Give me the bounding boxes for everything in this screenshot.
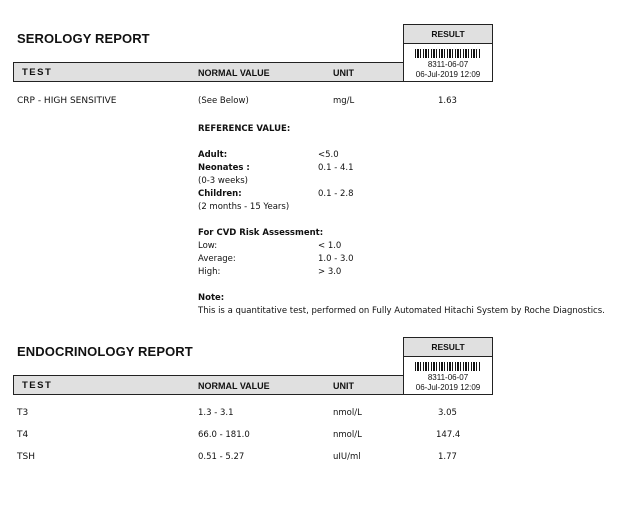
- sample-id: 8311-06-07: [427, 373, 469, 382]
- table-row-t4-result: 147.4: [436, 430, 461, 440]
- result-datetime: 06-Jul-2019 12:09: [415, 70, 481, 79]
- neonates-value: 0.1 - 4.1: [318, 163, 354, 173]
- table-row-t4-test: T4: [17, 430, 29, 440]
- table-row-tsh-normal: 0.51 - 5.27: [198, 452, 245, 462]
- table-row-tsh-result: 1.77: [438, 452, 457, 462]
- note-text: This is a quantitative test, performed on Fully Automated Hitachi System by Roche Diagnostics.: [198, 306, 605, 316]
- children-label: Children:: [198, 189, 242, 199]
- neonates-note: (0-3 weeks): [198, 176, 248, 186]
- table-row-t3-result: 3.05: [438, 408, 457, 418]
- serology-result-box: [403, 24, 493, 82]
- children-note: (2 months - 15 Years): [198, 202, 290, 212]
- cvd-low-label: Low:: [198, 241, 218, 251]
- header-test: TEST: [22, 67, 53, 78]
- header-unit: UNIT: [333, 381, 354, 391]
- table-row-t3-normal: 1.3 - 3.1: [198, 408, 234, 418]
- crp-unit: mg/L: [333, 96, 355, 106]
- header-normal-value: NORMAL VALUE: [198, 68, 270, 78]
- cvd-high-label: High:: [198, 267, 221, 277]
- barcode-icon: [415, 49, 481, 58]
- sample-id: 8311-06-07: [427, 60, 469, 69]
- reference-value-title: REFERENCE VALUE:: [198, 124, 291, 134]
- barcode-icon: [415, 362, 481, 371]
- result-datetime: 06-Jul-2019 12:09: [415, 383, 481, 392]
- crp-test-name: CRP - HIGH SENSITIVE: [17, 96, 117, 106]
- endocrinology-result-box: [403, 337, 493, 395]
- cvd-risk-title: For CVD Risk Assessment:: [198, 228, 324, 238]
- adult-label: Adult:: [198, 150, 228, 160]
- cvd-high-value: > 3.0: [318, 267, 342, 277]
- table-row-t3-test: T3: [17, 408, 29, 418]
- cvd-low-value: < 1.0: [318, 241, 342, 251]
- header-unit: UNIT: [333, 68, 354, 78]
- header-normal-value: NORMAL VALUE: [198, 381, 270, 391]
- neonates-label: Neonates :: [198, 163, 250, 173]
- result-label: RESULT: [404, 338, 492, 357]
- cvd-average-label: Average:: [198, 254, 236, 264]
- children-value: 0.1 - 2.8: [318, 189, 354, 199]
- header-test: TEST: [22, 380, 53, 391]
- adult-value: <5.0: [318, 150, 339, 160]
- crp-normal-value: (See Below): [198, 96, 249, 106]
- table-row-t4-unit: nmol/L: [333, 430, 362, 440]
- cvd-average-value: 1.0 - 3.0: [318, 254, 354, 264]
- note-title: Note:: [198, 293, 225, 303]
- result-label: RESULT: [404, 25, 492, 44]
- endocrinology-report-title: ENDOCRINOLOGY REPORT: [17, 344, 193, 359]
- crp-result: 1.63: [438, 96, 457, 106]
- table-row-t3-unit: nmol/L: [333, 408, 362, 418]
- table-row-tsh-unit: uIU/ml: [333, 452, 361, 462]
- table-row-tsh-test: TSH: [17, 452, 35, 462]
- table-row-t4-normal: 66.0 - 181.0: [198, 430, 250, 440]
- serology-report-title: SEROLOGY REPORT: [17, 31, 150, 46]
